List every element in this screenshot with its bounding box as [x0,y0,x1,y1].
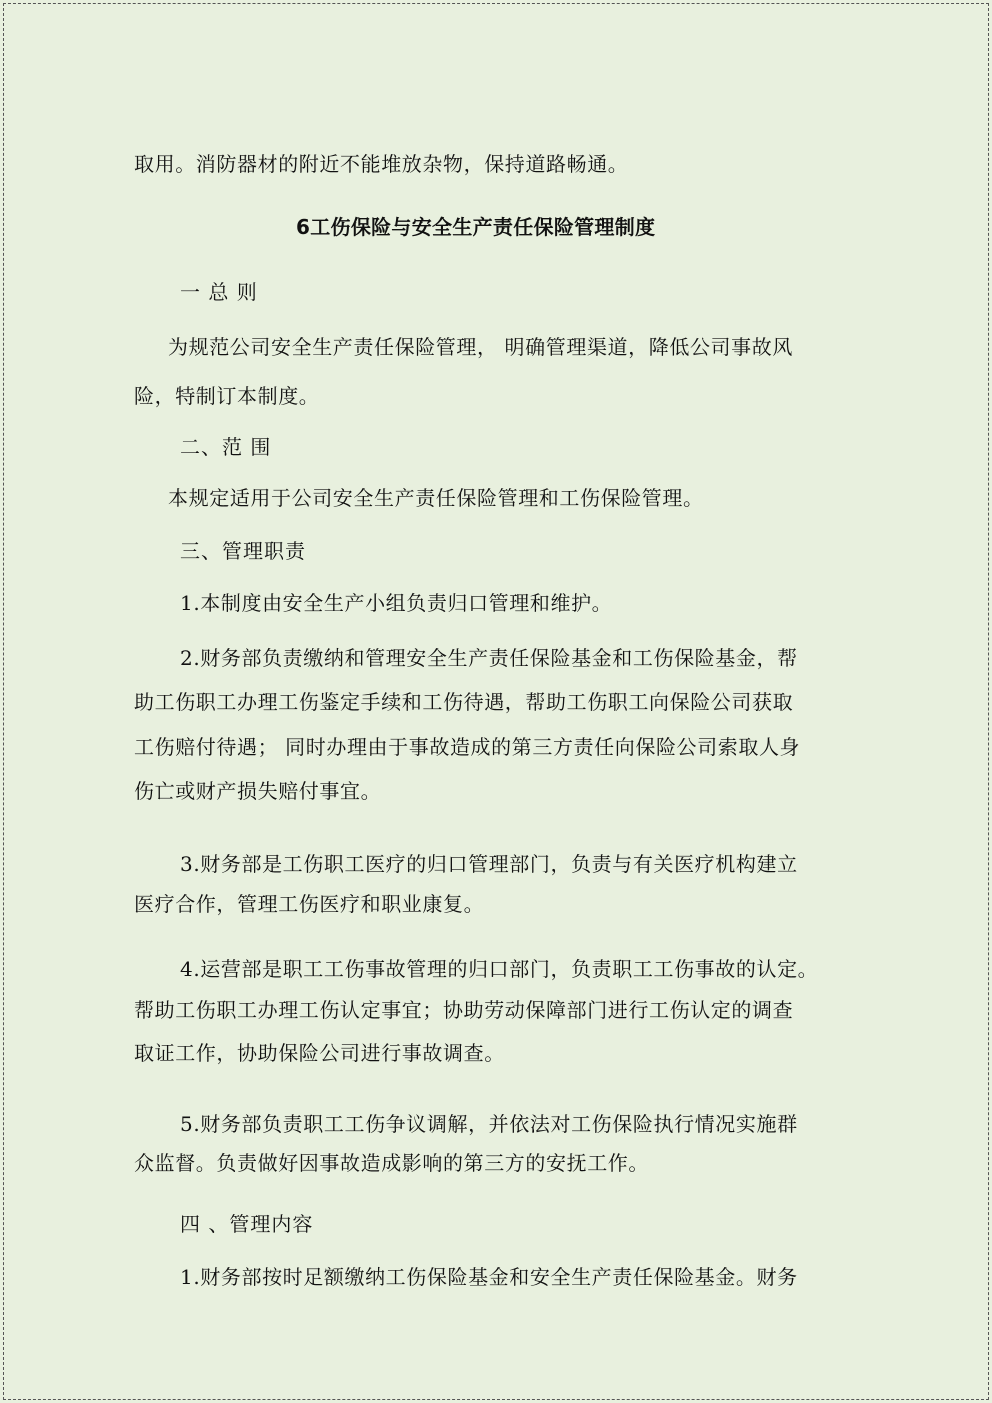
list-item: 1.财务部按时足额缴纳工伤保险基金和安全生产责任保险基金。财务 [180,1265,798,1289]
paragraph-line: 险，特制订本制度。 [134,384,320,408]
page-title: 6工伤保险与安全生产责任保险管理制度 [296,215,656,239]
list-item: 3.财务部是工伤职工医疗的归口管理部门，负责与有关医疗机构建立 [180,852,798,876]
paragraph-line: 本规定适用于公司安全生产责任保险管理和工伤保险管理。 [168,486,704,510]
paragraph-line: 工伤赔付待遇； 同时办理由于事故造成的第三方责任向保险公司索取人身 [134,735,801,759]
section-heading-general: 一 总 则 [180,280,258,304]
list-item: 1.本制度由安全生产小组负责归口管理和维护。 [180,591,613,615]
section-heading-content: 四 、管理内容 [180,1212,314,1236]
paragraph-line: 众监督。负责做好因事故造成影响的第三方的安抚工作。 [134,1151,649,1175]
paragraph-line: 伤亡或财产损失赔付事宜。 [134,779,382,803]
list-item: 5.财务部负责职工工伤争议调解，并依法对工伤保险执行情况实施群 [180,1112,798,1136]
continuation-text: 取用。消防器材的附近不能堆放杂物，保持道路畅通。 [134,152,629,176]
list-item: 4.运营部是职工工伤事故管理的归口部门，负责职工工伤事故的认定。 [180,957,819,981]
section-heading-duties: 三、管理职责 [180,539,306,563]
paragraph-line: 为规范公司安全生产责任保险管理， 明确管理渠道，降低公司事故风 [168,335,793,359]
list-item: 2.财务部负责缴纳和管理安全生产责任保险基金和工伤保险基金，帮 [180,646,798,670]
paragraph-line: 医疗合作，管理工伤医疗和职业康复。 [134,892,485,916]
section-heading-scope: 二、范 围 [180,435,272,459]
paragraph-line: 取证工作，协助保险公司进行事故调查。 [134,1041,505,1065]
paragraph-line: 助工伤职工办理工伤鉴定手续和工伤待遇，帮助工伤职工向保险公司获取 [134,690,794,714]
paragraph-line: 帮助工伤职工办理工伤认定事宜；协助劳动保障部门进行工伤认定的调查 [134,998,794,1022]
